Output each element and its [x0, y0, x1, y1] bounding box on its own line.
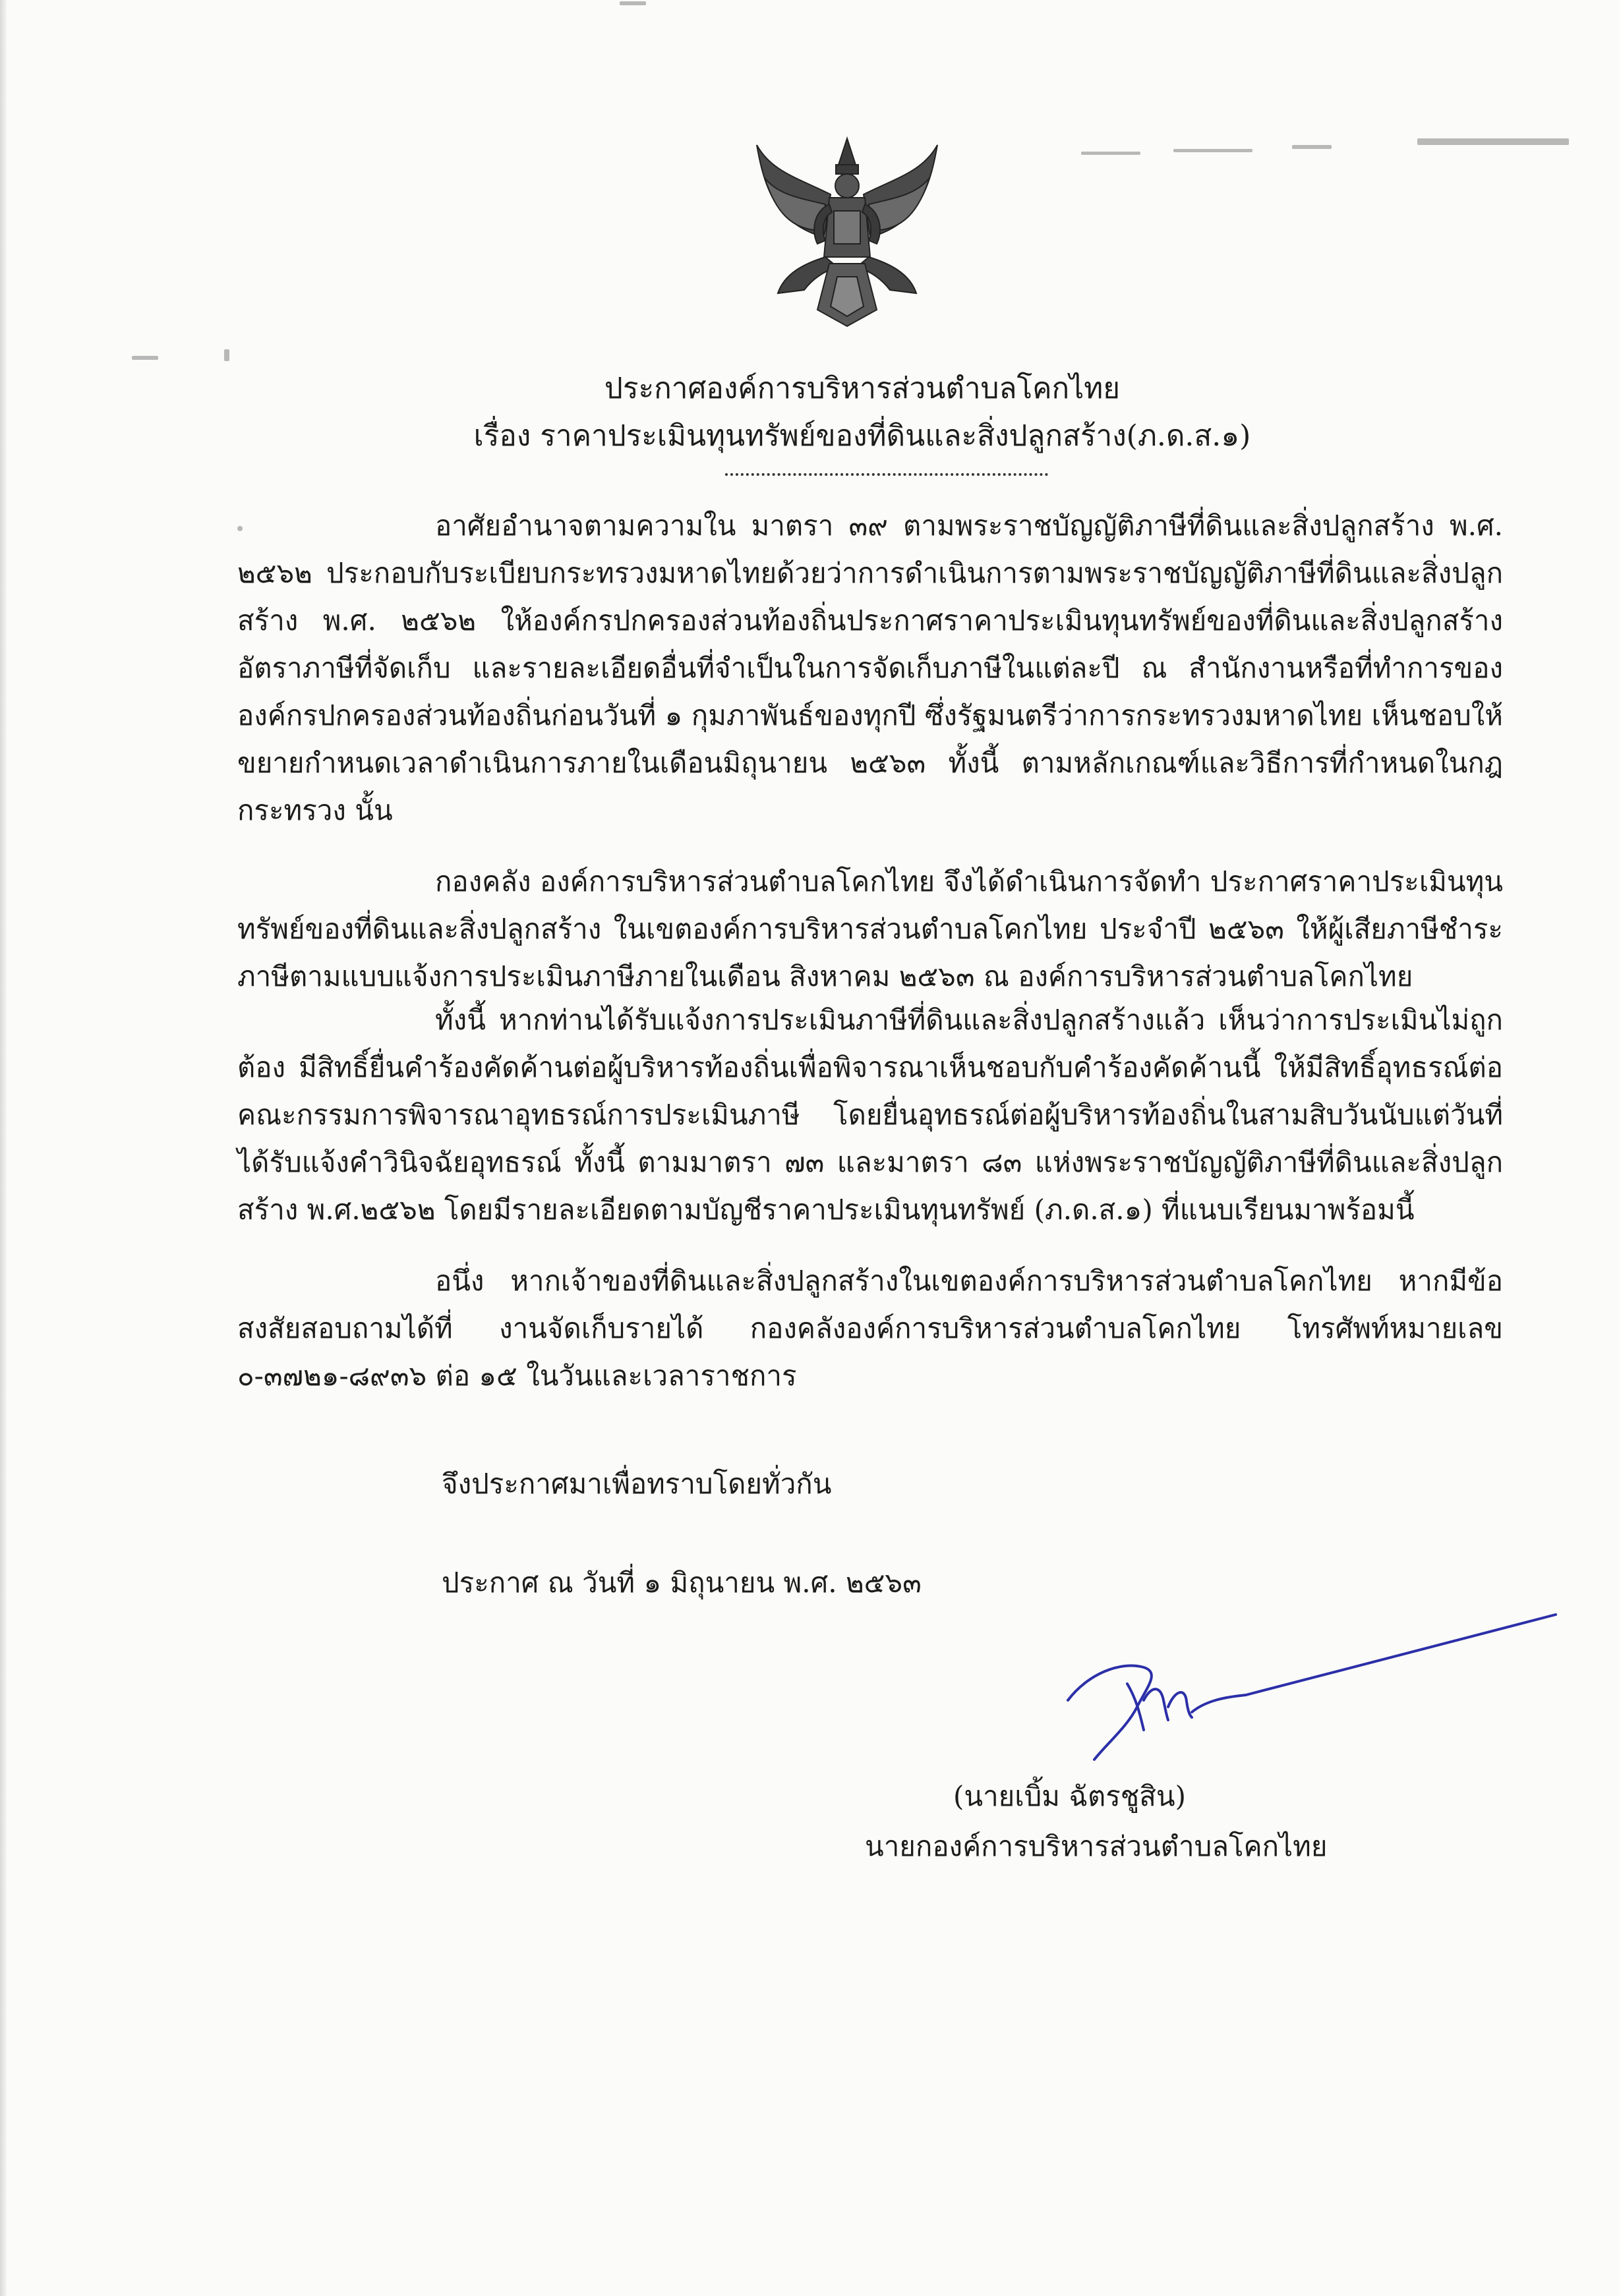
scan-speck — [1173, 149, 1252, 152]
handwritten-signature — [1028, 1601, 1569, 1773]
scan-speck — [620, 1, 646, 5]
paragraph-text: กองคลัง องค์การบริหารส่วนตำบลโคกไทย จึงได้ดำเนินการจัดทำ ประกาศราคาประเมินทุนทรัพย์ของที่ดินและสิ่งปลูกสร้าง ในเขตองค์การบริหารส่วนตำบลโคกไทย ประจำปี ๒๕๖๓ ให้ผู้เสียภาษีชำระภาษีตามแบบแจ้งการประเมินภาษีภายในเดือน สิงหาคม ๒๕๖๓ ณ องค์การบริหารส่วนตำบลโคกไทย — [237, 865, 1503, 992]
page-edge — [0, 0, 7, 2296]
scan-speck — [1292, 145, 1332, 149]
announcement-date: ประกาศ ณ วันที่ ๑ มิถุนายน พ.ศ. ๒๕๖๓ — [442, 1566, 922, 1599]
paragraph-text: อาศัยอำนาจตามความใน มาตรา ๓๙ ตามพระราชบัญญัติภาษีที่ดินและสิ่งปลูกสร้าง พ.ศ. ๒๕๖๒ ประกอบกับระเบียบกระทรวงมหาดไทยด้วยว่าการดำเนินการตามพระราชบัญญัติภาษีที่ดินและสิ่งปลูกสร้าง พ.ศ. ๒๕๖๒ ให้องค์กรปกครองส่วนท้องถิ่นประกาศราคาประเมินทุนทรัพย์ของที่ดินและสิ่งปลูกสร้าง อัตราภาษีที่จัดเก็บ และรายละเอียดอื่นที่จำเป็นในการจัดเก็บภาษีในแต่ละปี ณ สำนักงานหรือที่ทำการขององค์กรปกครองส่วนท้องถิ่นก่อนวันที่ ๑ กุมภาพันธ์ของทุกปี ซึ่งรัฐมนตรีว่าการกระทรวงมหาดไทย เห็นชอบให้ขยายกำหนดเวลาดำเนินการภายในเดือนมิถุนายน ๒๕๖๓ ทั้งนี้ ตามหลักเกณฑ์และวิธีการที่กำหนดในกฎกระทรวง นั้น — [237, 509, 1503, 826]
signer-position: นายกองค์การบริหารส่วนตำบลโคกไทย — [865, 1830, 1328, 1862]
title-divider — [725, 473, 1048, 476]
document-subject: เรื่อง ราคาประเมินทุนทรัพย์ของที่ดินและสิ่งปลูกสร้าง(ภ.ด.ส.๑) — [473, 419, 1251, 453]
scan-speck — [1417, 138, 1569, 145]
body-paragraph-4 — [237, 1257, 1503, 1400]
scan-speck — [1081, 152, 1140, 155]
closing-statement: จึงประกาศมาเพื่อทราบโดยทั่วกัน — [442, 1468, 832, 1500]
paragraph-text: อนึ่ง หากเจ้าของที่ดินและสิ่งปลูกสร้างในเขตองค์การบริหารส่วนตำบลโคกไทย หากมีข้อสงสัยสอบถามได้ที่ งานจัดเก็บรายได้ กองคลังองค์การบริหารส่วนตำบลโคกไทย โทรศัพท์หมายเลข ๐-๓๗๒๑-๘๙๓๖ ต่อ ๑๕ ในวันและเวลาราชการ — [237, 1265, 1503, 1392]
document-title: ประกาศองค์การบริหารส่วนตำบลโคกไทย — [604, 372, 1121, 405]
paragraph-text: ทั้งนี้ หากท่านได้รับแจ้งการประเมินภาษีที่ดินและสิ่งปลูกสร้างแล้ว เห็นว่าการประเมินไม่ถูกต้อง มีสิทธิ์ยื่นคำร้องคัดค้านต่อผู้บริหารท้องถิ่นเพื่อพิจารณาเห็นชอบกับคำร้องคัดค้านนี้ ให้มีสิทธิ์อุทธรณ์ต่อคณะกรรมการพิจารณาอุทธรณ์การประเมินภาษี โดยยื่นอุทธรณ์ต่อผู้บริหารท้องถิ่นในสามสิบวันนับแต่วันที่ได้รับแจ้งคำวินิจฉัยอุทธรณ์ ทั้งนี้ ตามมาตรา ๗๓ และมาตรา ๘๓ แห่งพระราชบัญญัติภาษีที่ดินและสิ่งปลูกสร้าง พ.ศ.๒๕๖๒ โดยมีรายละเอียดตามบัญชีราคาประเมินทุนทรัพย์ (ภ.ด.ส.๑) ที่แนบเรียนมาพร้อมนี้ — [237, 1004, 1503, 1226]
body-paragraph-3 — [237, 996, 1503, 1234]
body-paragraph-2 — [237, 858, 1503, 1000]
scan-speck — [224, 349, 229, 361]
body-paragraph-1 — [237, 502, 1503, 834]
scan-speck — [132, 356, 158, 360]
signer-name: (นายเบิ้ม ฉัตรชูสิน) — [953, 1780, 1187, 1812]
garuda-emblem-icon — [751, 132, 943, 330]
